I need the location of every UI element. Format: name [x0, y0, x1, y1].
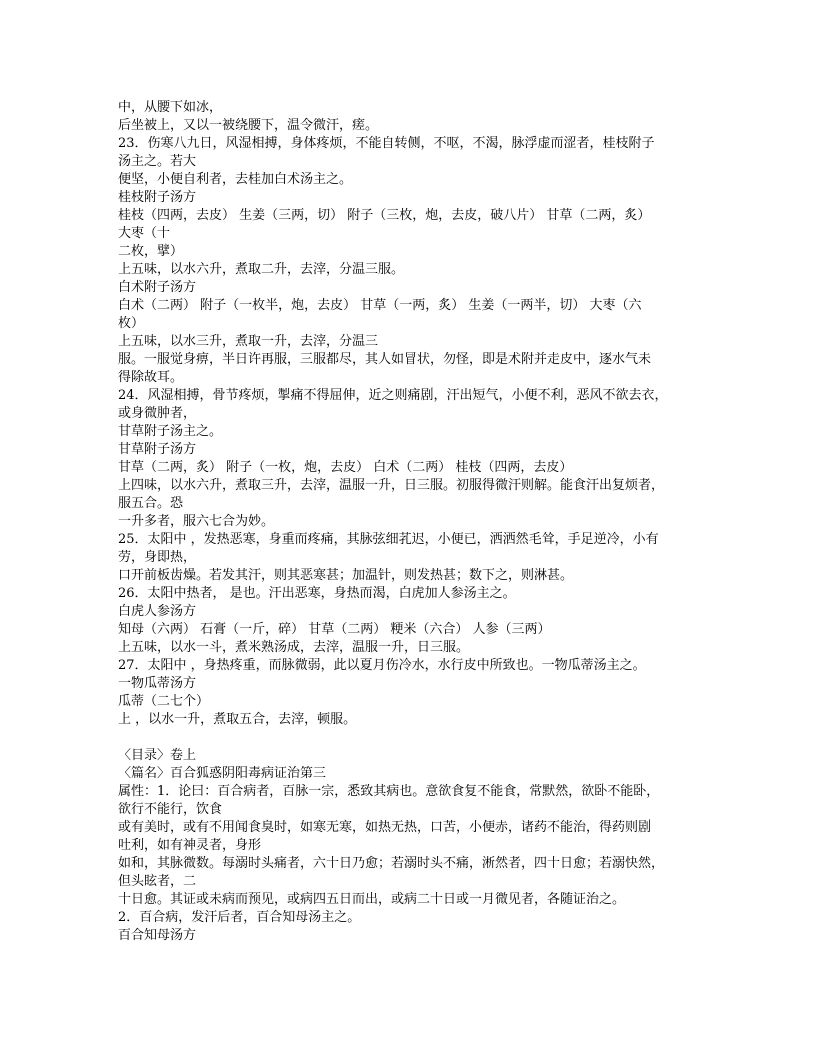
text-line: 服。一服觉身痹，半日许再服，三服都尽，其人如冒状，勿怪，即是术附并走皮中，逐水气未 — [118, 352, 652, 367]
text-line: 〈目录〉卷上 — [118, 748, 197, 763]
text-line — [118, 729, 718, 747]
text-line: 枚） — [118, 316, 145, 331]
text-line: 或身微肿者， — [118, 406, 197, 421]
text-line: 汤主之。若大 — [118, 154, 197, 169]
text-line: 但头眩者，二 — [118, 874, 197, 889]
text-line: 后坐被上，又以一被绕腰下，温令微汗，瘥。 — [118, 118, 379, 133]
text-line: 桂枝附子汤方 — [118, 190, 197, 205]
text-line: 27．太阳中 ，身热疼重，而脉微弱，此以夏月伤冷水，水行皮中所致也。一物瓜蒂汤主之。 — [118, 658, 646, 673]
text-line: 属性：1．论曰：百合病者，百脉一宗，悉致其病也。意欲食复不能食，常默然，欲卧不能卧， — [118, 784, 660, 799]
text-line: 或有美时，或有不用闻食臭时，如寒无寒，如热无热，口苦，小便赤，诸药不能治，得药则剧 — [118, 820, 652, 835]
text-line: 26．太阳中热者， 是也。汗出恶寒，身热而渴，白虎加人参汤主之。 — [118, 586, 516, 601]
text-line: 23．伤寒八九日，风湿相搏，身体疼烦，不能自转侧，不呕，不渴，脉浮虚而涩者，桂枝附子 — [118, 136, 655, 151]
text-line: 吐利，如有神灵者，身形 — [118, 838, 262, 853]
text-line: 24．风湿相搏，骨节疼烦，掣痛不得屈伸，近之则痛剧，汗出短气，小便不利，恶风不欲去衣， — [118, 388, 668, 403]
text-line: 百合知母汤方 — [118, 928, 197, 943]
text-line: 如和，其脉微数。每溺时头痛者，六十日乃愈；若溺时头不痛，淅然者，四十日愈；若溺快然， — [118, 856, 665, 871]
text-line: 上五味，以水三升，煮取一升，去滓，分温三 — [118, 334, 379, 349]
text-line: 甘草（二两，炙） 附子（一枚，炮，去皮） 白术（二两） 桂枝（四两，去皮） — [118, 460, 573, 475]
text-line: 上四味，以水六升，煮取三升，去滓，温服一升，日三服。初服得微汗则解。能食汗出复烦者， — [118, 478, 665, 493]
text-line: 25．太阳中 ，发热恶寒，身重而疼痛，其脉弦细芤迟，小便已，洒洒然毛耸，手足逆冷，小有 — [118, 532, 659, 547]
text-line: 甘草附子汤主之。 — [118, 424, 223, 439]
text-line: 甘草附子汤方 — [118, 442, 197, 457]
text-line: 服五合。恐 — [118, 496, 184, 511]
text-line: 一升多者，服六七合为妙。 — [118, 514, 275, 529]
text-line: 上五味，以水一斗，煮米熟汤成，去滓，温服一升，日三服。 — [118, 640, 470, 655]
text-line: 一物瓜蒂汤方 — [118, 676, 197, 691]
text-line: 白虎人参汤方 — [118, 604, 197, 619]
text-line: 二枚，擘） — [118, 244, 184, 259]
text-line: 白术（二两） 附子（一枚半，炮，去皮） 甘草（一两，炙） 生姜（一两半，切） 大枣（六 — [118, 298, 642, 313]
text-line: 上五味，以水六升，煮取二升，去滓，分温三服。 — [118, 262, 405, 277]
text-line: 欲行不能行，饮食 — [118, 802, 223, 817]
text-line: 知母（六两） 石膏（一斤，碎） 甘草（二两） 粳米（六合） 人参（三两） — [118, 622, 551, 637]
text-line: 上 ，以水一升，煮取五合，去滓，顿服。 — [118, 712, 357, 727]
text-line: 中，从腰下如冰， — [118, 100, 223, 115]
text-line: 便坚，小便自利者，去桂加白术汤主之。 — [118, 172, 353, 187]
text-line: 大枣（十 — [118, 226, 171, 241]
text-line: 十日愈。其证或未病而预见，或病四五日而出，或病二十日或一月微见者，各随证治之。 — [118, 892, 626, 907]
text-line: 桂枝（四两，去皮） 生姜（三两，切） 附子（三枚，炮，去皮，破八片） 甘草（二两，炙） — [118, 208, 651, 223]
text-line: 〈篇名〉百合狐惑阴阳毒病证治第三 — [118, 766, 327, 781]
text-line: 白术附子汤方 — [118, 280, 197, 295]
text-line: 2．百合病，发汗后者，百合知母汤主之。 — [118, 910, 361, 925]
document-page — [118, 99, 718, 945]
text-line: 得除故耳。 — [118, 370, 184, 385]
text-line: 瓜蒂（二七个） — [118, 694, 210, 709]
text-line: 劳，身即热， — [118, 550, 197, 565]
text-line: 口开前板齿燥。若发其汗，则其恶寒甚；加温针，则发热甚；数下之，则淋甚。 — [118, 568, 574, 583]
